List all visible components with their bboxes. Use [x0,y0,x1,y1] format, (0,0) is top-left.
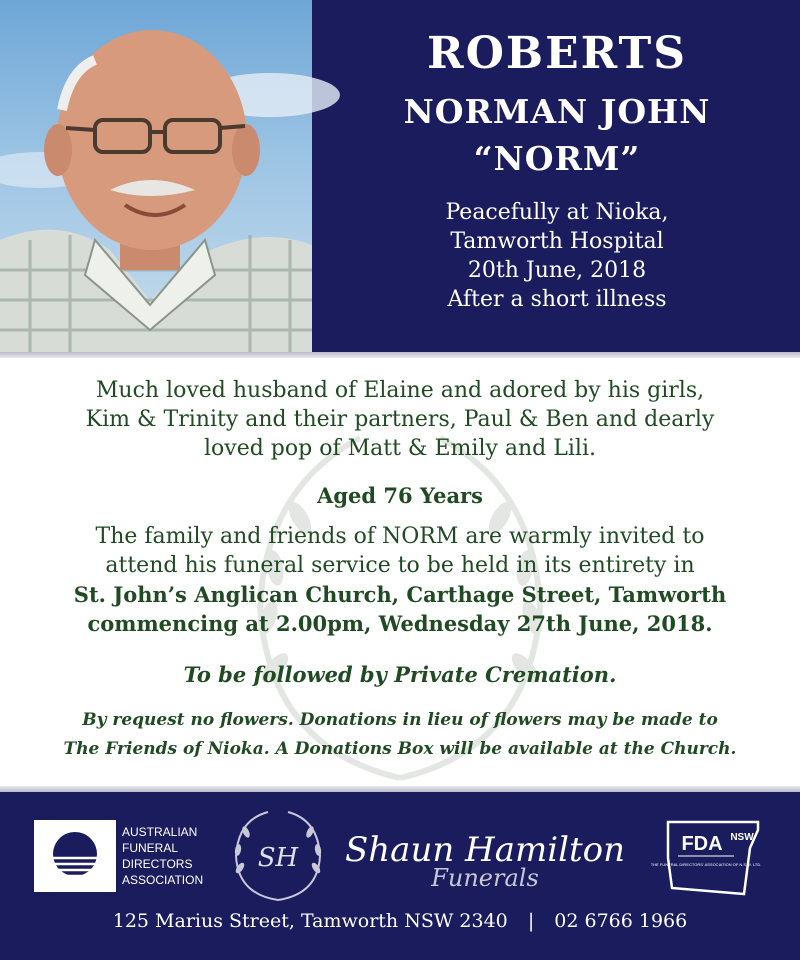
phone-number[interactable]: 02 6766 1966 [554,910,688,932]
notice-header [0,0,800,352]
venue-line-2: commencing at 2.00pm, Wednesday 27th June, 2018. [87,611,713,636]
header-line-hospital: Tamworth Hospital [450,229,664,254]
afda-line-2: FUNERAL [122,841,179,855]
header-line-illness: After a short illness [447,287,667,312]
afda-line-4: ASSOCIATION [122,873,204,887]
afda-logo [34,820,116,892]
afda-line-3: DIRECTORS [122,857,193,871]
contact-separator: | [527,910,535,932]
address-text: 125 Marius Street, Tamworth NSW 2340 [112,910,508,932]
header-line-date: 20th June, 2018 [467,258,647,283]
donation-line-1: By request no flowers. Donations in lieu of flowers may be made to [82,710,718,730]
header-text [314,0,800,352]
sunset-icon [34,820,116,892]
family-line-3: loved pop of Matt & Emily and Lili. [204,436,596,461]
header-line-place: Peacefully at Nioka, [445,200,669,225]
invite-line-1: The family and friends of NORM are warmly invited to [95,524,705,549]
cremation-line: To be followed by Private Cremation. [183,662,617,687]
fda-caption: THE FUNERAL DIRECTORS' ASSOCIATION OF N.S.W. LTD. [650,862,762,867]
nickname: “NORM” [473,139,641,178]
invite-line-2: attend his funeral service to be held in its entirety in [105,553,695,578]
portrait-photo [0,0,312,352]
company-name: Shaun Hamilton [344,830,625,870]
fda-label: FDA [681,833,723,855]
given-names: NORMAN JOHN [403,92,711,131]
fda-nsw-logo [650,818,762,898]
donation-line-2: The Friends of Nioka. A Donations Box will be available at the Church. [63,739,737,759]
afda-line-1: AUSTRALIAN [122,825,198,839]
surname: ROBERTS [427,28,687,79]
notice-body [0,358,800,786]
portrait-illustration [0,0,312,352]
emblem-initials: SH [257,843,299,873]
company-sub: Funerals [431,864,539,892]
family-line-2: Kim & Trinity and their partners, Paul & Ben and dearly [85,407,715,432]
sh-wreath-emblem [228,806,328,906]
afda-label [122,824,232,888]
notice-footer [0,792,800,960]
fda-state: NSW [730,832,754,843]
age-line: Aged 76 Years [317,483,483,508]
venue-line-1: St. John’s Anglican Church, Carthage Street, Tamworth [73,582,727,607]
contact-line [0,910,800,932]
family-line-1: Much loved husband of Elaine and adored by his girls, [95,378,705,403]
